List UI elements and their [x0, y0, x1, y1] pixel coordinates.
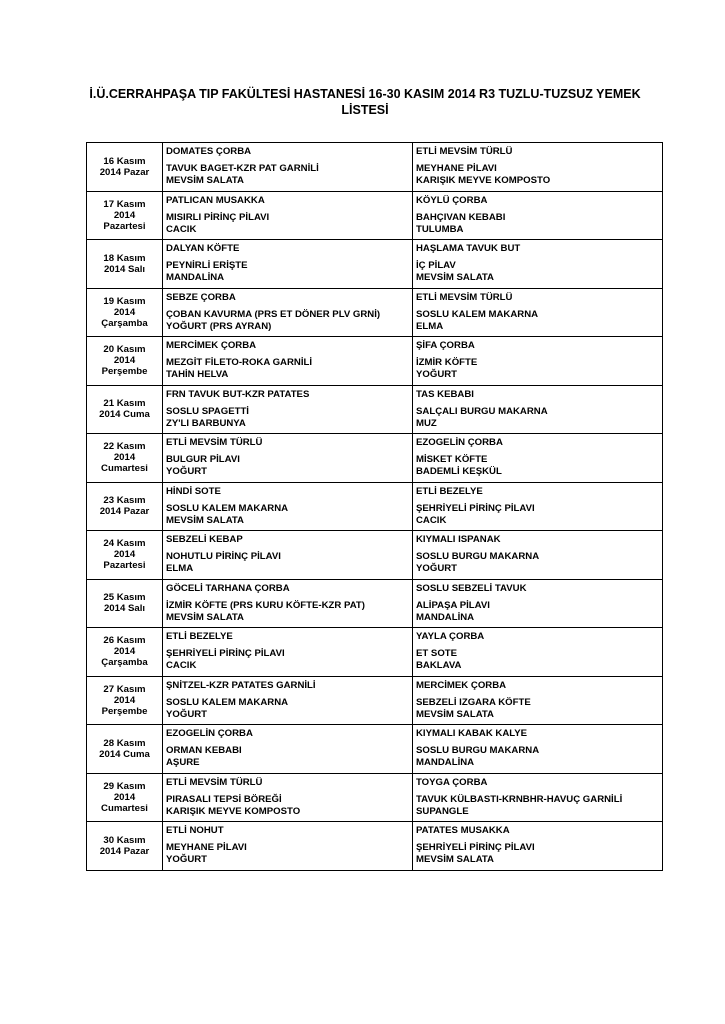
meal-cell-left	[163, 822, 413, 871]
dish-item: ŞEHRİYELİ PİRİNÇ PİLAVI	[416, 502, 535, 514]
day-label-line: 2014 Pazar	[99, 845, 150, 857]
dish-item: ETLİ MEVSİM TÜRLÜ	[166, 776, 263, 788]
dish-item: PATLICAN MUSAKKA	[166, 194, 265, 206]
day-label-line: 21 Kasım	[103, 398, 146, 410]
day-label-line: 30 Kasım	[103, 834, 146, 846]
dish-item: PATATES MUSAKKA	[416, 825, 510, 836]
table-row	[87, 288, 663, 337]
day-cell	[87, 579, 163, 628]
day-label-line: 28 Kasım	[103, 737, 146, 749]
dish-item: YOĞURT	[166, 854, 208, 865]
day-label-line: 23 Kasım	[103, 495, 146, 507]
meal-cell-left	[163, 191, 413, 240]
dish-item: KARIŞIK MEYVE KOMPOSTO	[166, 805, 301, 817]
day-cell	[87, 531, 163, 580]
day-cell	[87, 240, 163, 289]
dish-item: ŞEHRİYELİ PİRİNÇ PİLAVI	[166, 648, 285, 659]
dish-item: CACIK	[166, 660, 197, 671]
dish-item: MEVSİM SALATA	[166, 514, 244, 526]
dish-item: SALÇALI BURGU MAKARNA	[416, 405, 548, 417]
dish-item: MISIRLI PİRİNÇ PİLAVI	[166, 211, 270, 223]
dish-item: AŞURE	[166, 757, 200, 768]
day-label-line: 2014	[113, 549, 136, 561]
day-label-line: 20 Kasım	[103, 344, 146, 356]
dish-item: MEVSİM SALATA	[166, 175, 244, 186]
dish-item: ELMA	[166, 563, 194, 574]
dish-item: BAKLAVA	[416, 660, 462, 671]
dish-item: CACIK	[166, 223, 197, 235]
meal-cell-right	[413, 337, 663, 386]
dish-item: BAHÇIVAN KEBABI	[416, 211, 506, 223]
day-label-line: 2014	[113, 452, 136, 464]
dish-item: ZY'LI BARBUNYA	[166, 417, 246, 429]
table-row	[87, 143, 663, 192]
dish-item: ETLİ BEZELYE	[166, 631, 233, 642]
dish-item: EZOGELİN ÇORBA	[166, 728, 253, 739]
dish-item: YOĞURT (PRS AYRAN)	[166, 320, 272, 332]
dish-item: MİSKET KÖFTE	[416, 454, 488, 465]
dish-item: ETLİ MEVSİM TÜRLÜ	[416, 146, 513, 157]
table-row	[87, 676, 663, 725]
day-label-line: 27 Kasım	[103, 683, 146, 695]
meal-cell-left	[163, 531, 413, 580]
dish-item: TAVUK BAGET-KZR PAT GARNİLİ	[166, 163, 319, 174]
dish-item: SEBZELİ KEBAP	[166, 534, 243, 545]
dish-item: KARIŞIK MEYVE KOMPOSTO	[416, 175, 551, 186]
dish-item: TAHİN HELVA	[166, 369, 229, 380]
dish-item: ALİPAŞA PİLAVI	[416, 599, 490, 611]
day-label-line: 2014	[113, 355, 136, 367]
meal-cell-right	[413, 676, 663, 725]
day-cell	[87, 676, 163, 725]
day-label-line: 2014 Pazar	[99, 166, 150, 178]
meal-cell-right	[413, 385, 663, 434]
meal-cell-left	[163, 628, 413, 677]
dish-item: MANDALİNA	[416, 757, 475, 768]
dish-item: MEVSİM SALATA	[416, 272, 494, 283]
meal-cell-left	[163, 725, 413, 774]
table-row	[87, 725, 663, 774]
day-cell	[87, 385, 163, 434]
dish-item: ETLİ MEVSİM TÜRLÜ	[166, 437, 263, 448]
day-cell	[87, 288, 163, 337]
meal-cell-right	[413, 482, 663, 531]
day-label-line: Perşembe	[101, 366, 148, 378]
day-label-line: Pazartesi	[103, 220, 146, 232]
meal-cell-left	[163, 579, 413, 628]
day-cell	[87, 143, 163, 192]
table-row	[87, 240, 663, 289]
meal-cell-left	[163, 337, 413, 386]
table-row	[87, 628, 663, 677]
dish-item: İÇ PİLAV	[416, 260, 456, 271]
dish-item: ELMA	[416, 320, 444, 332]
day-label-line: 22 Kasım	[103, 441, 146, 453]
table-row	[87, 191, 663, 240]
day-cell	[87, 482, 163, 531]
day-label-line: 2014 Pazar	[99, 506, 150, 518]
table-row	[87, 385, 663, 434]
dish-item: MEYHANE PİLAVI	[166, 842, 247, 853]
day-cell	[87, 725, 163, 774]
meal-cell-right	[413, 288, 663, 337]
dish-item: ETLİ MEVSİM TÜRLÜ	[416, 291, 513, 303]
dish-item: SOSLU BURGU MAKARNA	[416, 551, 540, 562]
day-label-line: 2014 Cuma	[99, 409, 150, 421]
dish-item: SUPANGLE	[416, 805, 469, 817]
day-label-line: Çarşamba	[101, 657, 148, 669]
dish-item: TULUMBA	[416, 223, 464, 235]
dish-item: SOSLU KALEM MAKARNA	[166, 502, 289, 514]
menu-table	[86, 142, 663, 871]
dish-item: MEVSİM SALATA	[416, 854, 494, 865]
day-label-line: 17 Kasım	[103, 198, 146, 210]
menu-table-body	[87, 143, 663, 871]
meal-cell-right	[413, 531, 663, 580]
day-label-line: 25 Kasım	[103, 592, 146, 604]
dish-item: MUZ	[416, 417, 437, 429]
table-row	[87, 482, 663, 531]
dish-item: YAYLA ÇORBA	[416, 631, 485, 642]
dish-item: MEVSİM SALATA	[166, 611, 244, 623]
dish-item: MEVSİM SALATA	[416, 708, 494, 720]
dish-item: MEZGİT FİLETO-ROKA GARNİLİ	[166, 357, 313, 368]
day-label-line: 18 Kasım	[103, 252, 146, 264]
meal-cell-left	[163, 240, 413, 289]
dish-item: YOĞURT	[416, 369, 458, 380]
table-row	[87, 531, 663, 580]
dish-item: ETLİ NOHUT	[166, 825, 224, 836]
dish-item: KIYMALI ISPANAK	[416, 534, 501, 545]
dish-item: İZMİR KÖFTE (PRS KURU KÖFTE-KZR PAT)	[166, 599, 365, 611]
dish-item: SOSLU KALEM MAKARNA	[416, 308, 539, 320]
meal-cell-right	[413, 143, 663, 192]
day-cell	[87, 434, 163, 483]
dish-item: ŞNİTZEL-KZR PATATES GARNİLİ	[166, 679, 316, 691]
dish-item: SEBZELİ IZGARA KÖFTE	[416, 696, 531, 708]
dish-item: EZOGELİN ÇORBA	[416, 437, 503, 448]
meal-cell-right	[413, 579, 663, 628]
dish-item: SOSLU KALEM MAKARNA	[166, 696, 289, 708]
page-title: İ.Ü.CERRAHPAŞA TIP FAKÜLTESİ HASTANESİ 16-30 KASIM 2014 R3 TUZLU-TUZSUZ YEMEK LİSTESİ	[89, 87, 641, 117]
dish-item: TOYGA ÇORBA	[416, 776, 488, 788]
day-label-line: Pazartesi	[103, 560, 146, 572]
dish-item: GÖCELİ TARHANA ÇORBA	[166, 582, 290, 594]
meal-cell-right	[413, 822, 663, 871]
day-label-line: Cumartesi	[101, 463, 148, 475]
table-row	[87, 337, 663, 386]
dish-item: TAS KEBABI	[416, 388, 474, 400]
day-label-line: Perşembe	[101, 705, 148, 717]
dish-item: ET SOTE	[416, 648, 458, 659]
table-row	[87, 773, 663, 822]
day-cell	[87, 337, 163, 386]
meal-cell-right	[413, 628, 663, 677]
day-label-line: 24 Kasım	[103, 538, 146, 550]
day-label-line: 2014 Salı	[103, 263, 146, 275]
dish-item: BADEMLİ KEŞKÜL	[416, 466, 502, 477]
meal-cell-left	[163, 288, 413, 337]
day-label-line: 16 Kasım	[103, 155, 146, 167]
dish-item: ÇOBAN KAVURMA (PRS ET DÖNER PLV GRNİ)	[166, 308, 381, 320]
dish-item: ETLİ BEZELYE	[416, 485, 483, 497]
dish-item: ŞEHRİYELİ PİRİNÇ PİLAVI	[416, 842, 535, 853]
meal-cell-right	[413, 191, 663, 240]
dish-item: YOĞURT	[166, 466, 208, 477]
dish-item: YOĞURT	[166, 708, 208, 720]
dish-item: HAŞLAMA TAVUK BUT	[416, 243, 521, 254]
day-cell	[87, 628, 163, 677]
dish-item: FRN TAVUK BUT-KZR PATATES	[166, 388, 310, 400]
dish-item: İZMİR KÖFTE	[416, 357, 478, 368]
table-row	[87, 434, 663, 483]
dish-item: YOĞURT	[416, 563, 458, 574]
dish-item: DALYAN KÖFTE	[166, 243, 240, 254]
day-label-line: 2014 Salı	[103, 603, 146, 615]
meal-cell-right	[413, 725, 663, 774]
dish-item: KÖYLÜ ÇORBA	[416, 194, 488, 206]
dish-item: PIRASALI TEPSİ BÖREĞİ	[166, 793, 282, 805]
dish-item: MANDALİNA	[166, 272, 225, 283]
dish-item: HİNDİ SOTE	[166, 485, 221, 497]
table-row	[87, 822, 663, 871]
dish-item: NOHUTLU PİRİNÇ PİLAVI	[166, 551, 281, 562]
dish-item: CACIK	[416, 514, 447, 526]
dish-item: MANDALİNA	[416, 611, 475, 623]
day-label-line: 19 Kasım	[103, 295, 146, 307]
meal-cell-left	[163, 773, 413, 822]
meal-cell-left	[163, 482, 413, 531]
dish-item: SOSLU BURGU MAKARNA	[416, 745, 540, 756]
dish-item: TAVUK KÜLBASTI-KRNBHR-HAVUÇ GARNİLİ	[416, 793, 623, 805]
dish-item: SEBZE ÇORBA	[166, 291, 236, 303]
day-label-line: Çarşamba	[101, 317, 148, 329]
dish-item: PEYNİRLİ ERİŞTE	[166, 260, 248, 271]
meal-cell-right	[413, 434, 663, 483]
day-label-line: 2014	[113, 694, 136, 706]
meal-cell-left	[163, 676, 413, 725]
day-label-line: 2014 Cuma	[99, 748, 150, 760]
meal-cell-left	[163, 434, 413, 483]
day-label-line: Cumartesi	[101, 802, 148, 814]
table-row	[87, 579, 663, 628]
day-label-line: 2014	[113, 209, 136, 221]
dish-item: ORMAN KEBABI	[166, 745, 242, 756]
dish-item: BULGUR PİLAVI	[166, 454, 240, 465]
meal-cell-left	[163, 385, 413, 434]
dish-item: MERCİMEK ÇORBA	[416, 679, 507, 691]
dish-item: KIYMALI KABAK KALYE	[416, 728, 528, 739]
dish-item: SOSLU SPAGETTİ	[166, 405, 249, 417]
dish-item: DOMATES ÇORBA	[166, 146, 252, 157]
day-cell	[87, 191, 163, 240]
day-label-line: 2014	[113, 646, 136, 658]
meal-cell-left	[163, 143, 413, 192]
meal-cell-right	[413, 240, 663, 289]
dish-item: ŞİFA ÇORBA	[416, 340, 475, 351]
dish-item: MEYHANE PİLAVI	[416, 163, 497, 174]
meal-cell-right	[413, 773, 663, 822]
day-label-line: 29 Kasım	[103, 780, 146, 792]
day-label-line: 26 Kasım	[103, 635, 146, 647]
dish-item: SOSLU SEBZELİ TAVUK	[416, 582, 527, 594]
day-cell	[87, 773, 163, 822]
day-label-line: 2014	[113, 306, 136, 318]
dish-item: MERCİMEK ÇORBA	[166, 340, 257, 351]
day-label-line: 2014	[113, 791, 136, 803]
day-cell	[87, 822, 163, 871]
